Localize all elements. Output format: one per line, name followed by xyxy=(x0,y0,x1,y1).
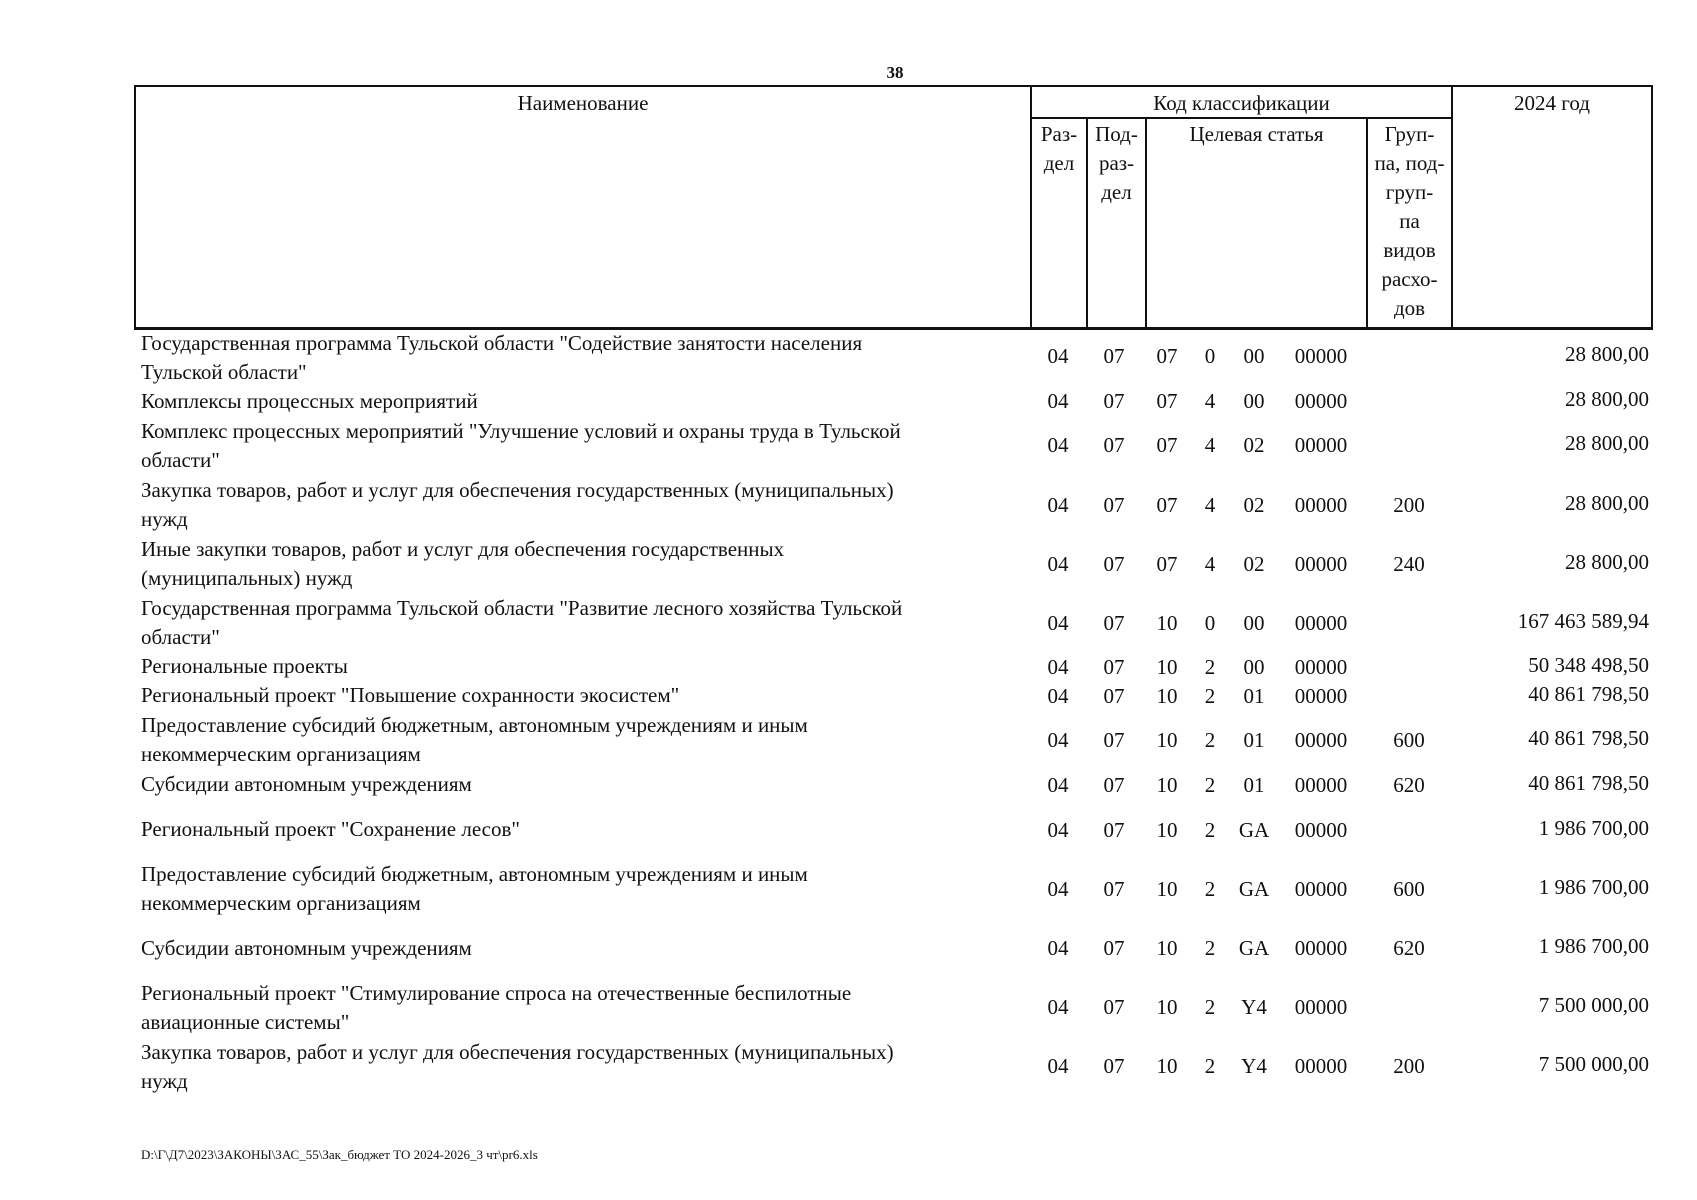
cell-podrazdel: 07 xyxy=(1103,611,1125,635)
cell-razdel: 04 xyxy=(1047,493,1069,517)
row-name xyxy=(141,417,1021,475)
cell-ts2: 2 xyxy=(1204,1054,1216,1078)
row-name-line: нужд xyxy=(141,1069,188,1093)
cell-ts2: 2 xyxy=(1204,655,1216,679)
cell-amount: 28 800,00 xyxy=(1565,491,1649,515)
cell-ts4: 00000 xyxy=(1294,611,1348,635)
row-name-line: Тульской области" xyxy=(141,360,307,384)
cell-podrazdel: 07 xyxy=(1103,493,1125,517)
cell-ts1: 10 xyxy=(1156,818,1178,842)
row-name-line: Региональные проекты xyxy=(141,654,348,678)
cell-ts2: 2 xyxy=(1204,877,1216,901)
cell-ts1: 10 xyxy=(1156,936,1178,960)
cell-ts4: 00000 xyxy=(1294,684,1348,708)
header-line: па, под- xyxy=(1374,151,1445,175)
cell-group: 200 xyxy=(1393,493,1425,517)
cell-ts4: 00000 xyxy=(1294,995,1348,1019)
cell-ts3: Y4 xyxy=(1241,1054,1267,1078)
cell-podrazdel: 07 xyxy=(1103,877,1125,901)
cell-ts3: 00 xyxy=(1243,655,1265,679)
cell-razdel: 04 xyxy=(1047,389,1069,413)
cell-podrazdel: 07 xyxy=(1103,389,1125,413)
row-name xyxy=(141,594,1021,652)
cell-ts1: 07 xyxy=(1156,552,1178,576)
cell-group: 240 xyxy=(1393,552,1425,576)
cell-amount: 50 348 498,50 xyxy=(1528,653,1649,677)
row-name-line: Комплекс процессных мероприятий "Улучшение условий и охраны труда в Тульской xyxy=(141,419,901,443)
cell-group: 600 xyxy=(1393,877,1425,901)
cell-ts4: 00000 xyxy=(1294,552,1348,576)
cell-ts3: 00 xyxy=(1243,344,1265,368)
cell-amount: 28 800,00 xyxy=(1565,387,1649,411)
row-name xyxy=(141,815,1021,844)
row-name xyxy=(141,535,1021,593)
page-number: 38 xyxy=(886,63,904,82)
row-name-line: некоммерческим организациям xyxy=(141,891,421,915)
cell-ts1: 07 xyxy=(1156,433,1178,457)
cell-ts1: 10 xyxy=(1156,611,1178,635)
cell-amount: 167 463 589,94 xyxy=(1517,609,1649,633)
row-name-line: нужд xyxy=(141,507,188,531)
cell-podrazdel: 07 xyxy=(1103,684,1125,708)
cell-ts3: 01 xyxy=(1243,728,1265,752)
row-name-line: Субсидии автономным учреждениям xyxy=(141,772,472,796)
cell-razdel: 04 xyxy=(1047,728,1069,752)
cell-razdel: 04 xyxy=(1047,936,1069,960)
cell-ts3: 01 xyxy=(1243,684,1265,708)
cell-podrazdel: 07 xyxy=(1103,433,1125,457)
cell-razdel: 04 xyxy=(1047,552,1069,576)
cell-ts1: 10 xyxy=(1156,728,1178,752)
row-name-line: Закупка товаров, работ и услуг для обеспечения государственных (муниципальных) xyxy=(141,478,894,502)
cell-razdel: 04 xyxy=(1047,1054,1069,1078)
cell-ts2: 2 xyxy=(1204,995,1216,1019)
cell-razdel: 04 xyxy=(1047,611,1069,635)
cell-podrazdel: 07 xyxy=(1103,936,1125,960)
cell-ts2: 2 xyxy=(1204,728,1216,752)
cell-ts1: 10 xyxy=(1156,684,1178,708)
header-line: расхо- xyxy=(1381,267,1438,291)
cell-ts4: 00000 xyxy=(1294,433,1348,457)
row-name xyxy=(141,934,1021,963)
cell-ts4: 00000 xyxy=(1294,818,1348,842)
row-name xyxy=(141,1038,1021,1096)
cell-razdel: 04 xyxy=(1047,995,1069,1019)
cell-razdel: 04 xyxy=(1047,877,1069,901)
cell-ts3: 00 xyxy=(1243,611,1265,635)
row-name xyxy=(141,476,1021,534)
row-name xyxy=(141,979,1021,1037)
cell-ts1: 07 xyxy=(1156,493,1178,517)
cell-ts3: 02 xyxy=(1243,552,1265,576)
row-name-line: Комплексы процессных мероприятий xyxy=(141,389,478,413)
cell-ts4: 00000 xyxy=(1294,936,1348,960)
row-name-line: Государственная программа Тульской области "Содействие занятости населения xyxy=(141,331,863,355)
row-name xyxy=(141,770,1021,799)
cell-ts4: 00000 xyxy=(1294,493,1348,517)
row-name-line: Государственная программа Тульской области "Развитие лесного хозяйства Тульской xyxy=(141,596,903,620)
cell-razdel: 04 xyxy=(1047,818,1069,842)
header-line: дов xyxy=(1393,296,1426,320)
row-name-line: Региональный проект "Стимулирование спроса на отечественные беспилотные xyxy=(141,981,852,1005)
cell-podrazdel: 07 xyxy=(1103,728,1125,752)
row-name xyxy=(141,711,1021,769)
cell-ts1: 10 xyxy=(1156,773,1178,797)
cell-group: 600 xyxy=(1393,728,1425,752)
cell-razdel: 04 xyxy=(1047,344,1069,368)
header-line: видов xyxy=(1383,238,1436,262)
cell-ts2: 4 xyxy=(1204,389,1216,413)
cell-group: 200 xyxy=(1393,1054,1425,1078)
cell-ts2: 2 xyxy=(1204,818,1216,842)
file-path-footer: D:\Г\Д7\2023\ЗАКОНЫ\ЗАС_55\Зак_бюджет ТО 2024-2026_3 чт\pr6.xls xyxy=(141,1147,538,1162)
cell-ts4: 00000 xyxy=(1294,655,1348,679)
cell-ts4: 00000 xyxy=(1294,728,1348,752)
header-target: Целевая статья xyxy=(1189,122,1324,146)
cell-ts1: 10 xyxy=(1156,995,1178,1019)
cell-ts3: GA xyxy=(1238,936,1270,960)
row-name-line: (муниципальных) нужд xyxy=(141,566,353,590)
cell-ts3: GA xyxy=(1238,877,1270,901)
header-line: дел xyxy=(1043,151,1075,175)
cell-podrazdel: 07 xyxy=(1103,818,1125,842)
cell-ts2: 4 xyxy=(1204,433,1216,457)
cell-podrazdel: 07 xyxy=(1103,655,1125,679)
cell-razdel: 04 xyxy=(1047,684,1069,708)
header-line: па xyxy=(1399,209,1420,233)
row-name-line: Предоставление субсидий бюджетным, автономным учреждениям и иным xyxy=(141,862,808,886)
header-year: 2024 год xyxy=(1514,91,1590,115)
cell-amount: 7 500 000,00 xyxy=(1538,1052,1649,1076)
cell-ts2: 0 xyxy=(1204,611,1216,635)
cell-podrazdel: 07 xyxy=(1103,773,1125,797)
cell-amount: 1 986 700,00 xyxy=(1538,875,1649,899)
header-line: Груп- xyxy=(1384,122,1435,146)
cell-ts4: 00000 xyxy=(1294,773,1348,797)
row-name xyxy=(141,329,1021,387)
cell-ts1: 10 xyxy=(1156,877,1178,901)
cell-group: 620 xyxy=(1393,773,1425,797)
cell-amount: 1 986 700,00 xyxy=(1538,816,1649,840)
row-name-line: Предоставление субсидий бюджетным, автономным учреждениям и иным xyxy=(141,713,808,737)
cell-ts2: 2 xyxy=(1204,936,1216,960)
cell-podrazdel: 07 xyxy=(1103,552,1125,576)
cell-amount: 28 800,00 xyxy=(1565,550,1649,574)
cell-razdel: 04 xyxy=(1047,773,1069,797)
cell-amount: 28 800,00 xyxy=(1565,431,1649,455)
cell-ts3: 02 xyxy=(1243,493,1265,517)
cell-ts1: 07 xyxy=(1156,344,1178,368)
row-name-line: Закупка товаров, работ и услуг для обеспечения государственных (муниципальных) xyxy=(141,1040,894,1064)
cell-ts3: 00 xyxy=(1243,389,1265,413)
row-name xyxy=(141,387,1021,416)
cell-ts4: 00000 xyxy=(1294,1054,1348,1078)
header-line: груп- xyxy=(1385,180,1434,204)
cell-amount: 28 800,00 xyxy=(1565,342,1649,366)
row-name xyxy=(141,681,1021,710)
row-name-line: области" xyxy=(141,625,220,649)
cell-amount: 40 861 798,50 xyxy=(1528,726,1649,750)
cell-ts3: GA xyxy=(1238,818,1270,842)
row-name-line: авиационные системы" xyxy=(141,1010,350,1034)
row-name xyxy=(141,860,1021,918)
cell-ts2: 4 xyxy=(1204,493,1216,517)
header-line: Под- xyxy=(1095,122,1138,146)
row-name xyxy=(141,652,1021,681)
cell-ts1: 10 xyxy=(1156,655,1178,679)
cell-ts2: 2 xyxy=(1204,773,1216,797)
cell-ts3: 01 xyxy=(1243,773,1265,797)
cell-amount: 40 861 798,50 xyxy=(1528,682,1649,706)
row-name-line: Субсидии автономным учреждениям xyxy=(141,936,472,960)
header-line: дел xyxy=(1101,180,1132,204)
cell-ts4: 00000 xyxy=(1294,877,1348,901)
cell-ts2: 4 xyxy=(1204,552,1216,576)
cell-amount: 7 500 000,00 xyxy=(1538,993,1649,1017)
cell-ts4: 00000 xyxy=(1294,389,1348,413)
header-name: Наименование xyxy=(517,91,649,115)
row-name-line: области" xyxy=(141,448,220,472)
cell-ts3: 02 xyxy=(1243,433,1265,457)
cell-amount: 40 861 798,50 xyxy=(1528,771,1649,795)
cell-razdel: 04 xyxy=(1047,655,1069,679)
header-line: раз- xyxy=(1098,151,1135,175)
cell-razdel: 04 xyxy=(1047,433,1069,457)
cell-group: 620 xyxy=(1393,936,1425,960)
cell-amount: 1 986 700,00 xyxy=(1538,934,1649,958)
cell-ts3: Y4 xyxy=(1241,995,1267,1019)
cell-ts1: 07 xyxy=(1156,389,1178,413)
row-name-line: некоммерческим организациям xyxy=(141,742,421,766)
cell-ts2: 0 xyxy=(1204,344,1216,368)
row-name-line: Региональный проект "Повышение сохранности экосистем" xyxy=(141,683,680,707)
cell-ts4: 00000 xyxy=(1294,344,1348,368)
cell-ts1: 10 xyxy=(1156,1054,1178,1078)
cell-podrazdel: 07 xyxy=(1103,1054,1125,1078)
header-classification: Код классификации xyxy=(1153,91,1330,115)
cell-ts2: 2 xyxy=(1204,684,1216,708)
cell-podrazdel: 07 xyxy=(1103,344,1125,368)
row-name-line: Региональный проект "Сохранение лесов" xyxy=(141,817,520,841)
row-name-line: Иные закупки товаров, работ и услуг для обеспечения государственных xyxy=(141,537,785,561)
cell-podrazdel: 07 xyxy=(1103,995,1125,1019)
header-line: Раз- xyxy=(1040,122,1078,146)
